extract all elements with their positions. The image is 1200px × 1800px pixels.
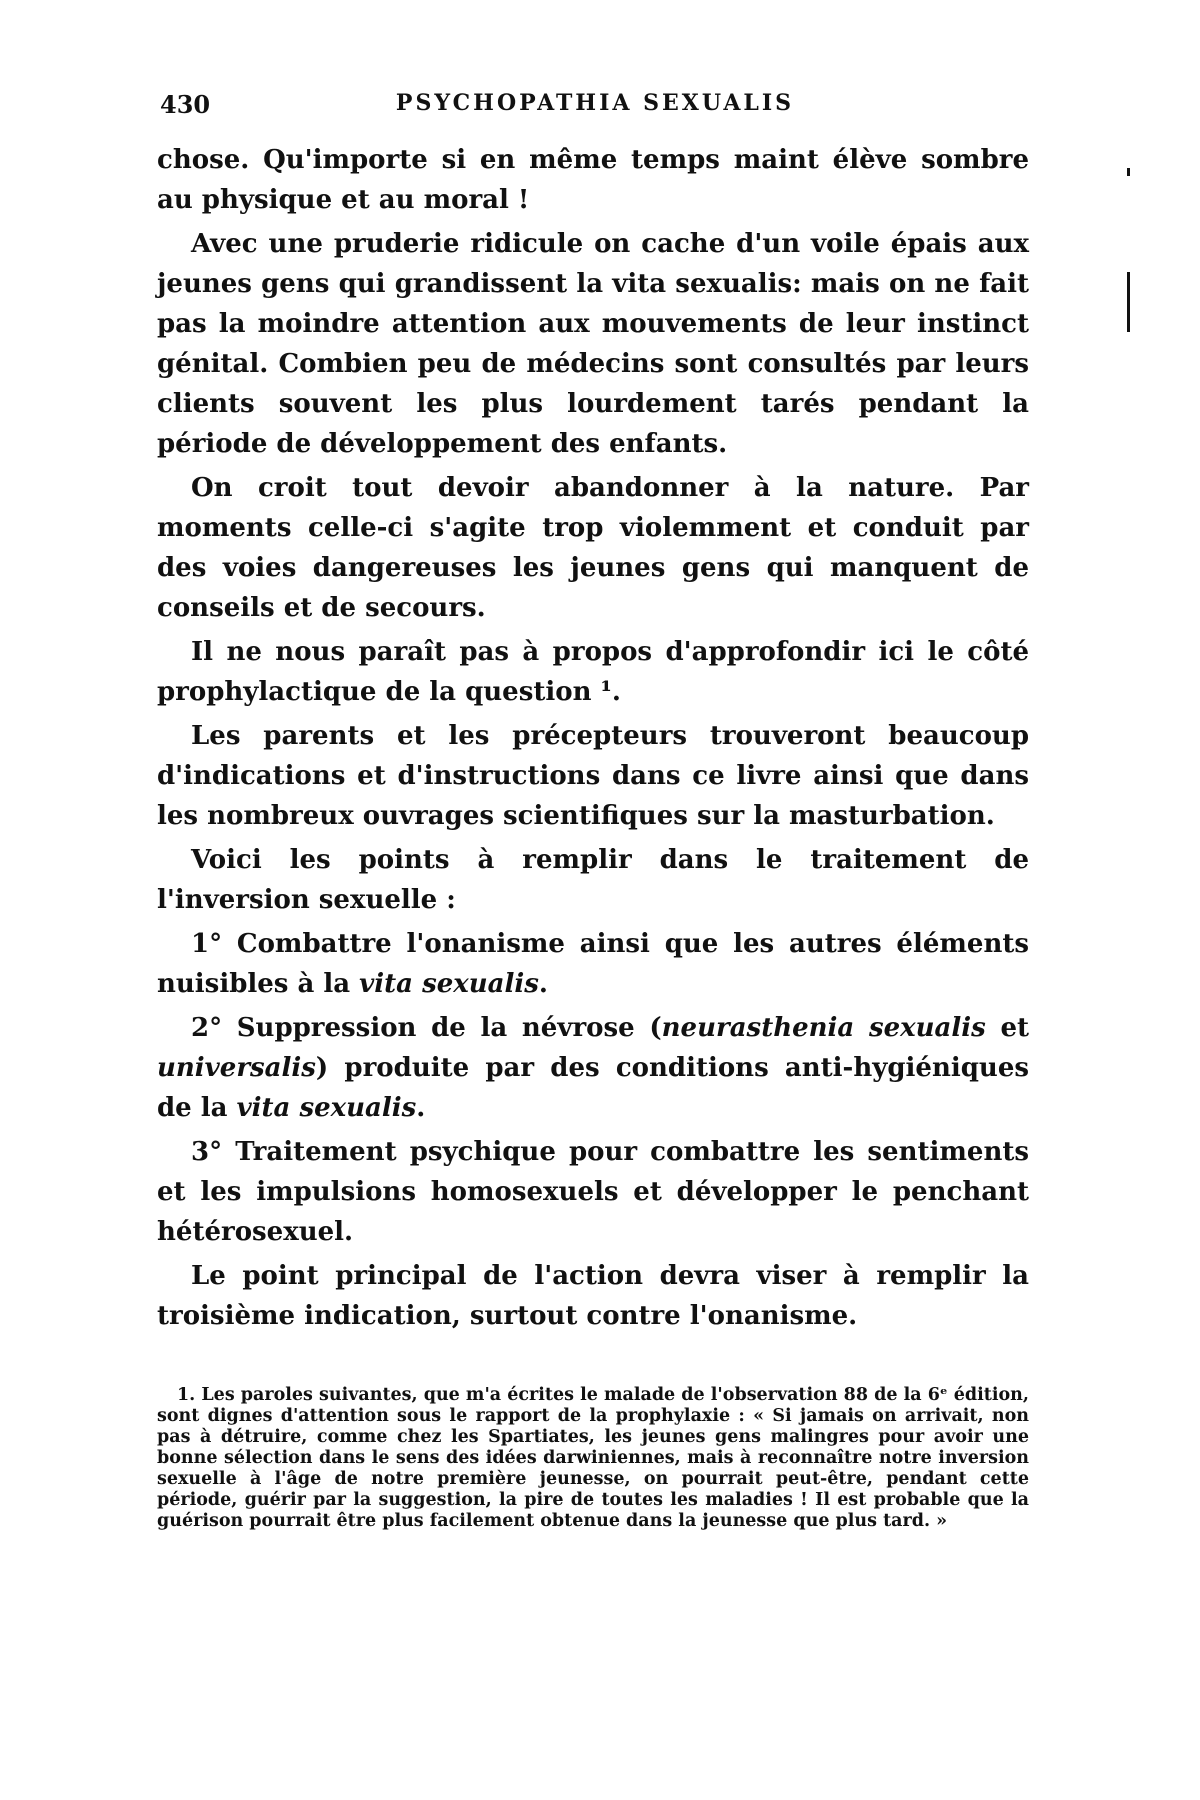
- paragraph: chose. Qu'importe si en même temps maint élève sombre au physique et au moral !: [157, 145, 1029, 215]
- running-title: PSYCHOPATHIA SEXUALIS: [395, 90, 795, 116]
- text: ) produite par des conditions anti-hygiéniques de la: [157, 1053, 1029, 1123]
- text: .: [416, 1093, 426, 1123]
- margin-mark: [1127, 272, 1130, 332]
- point-1: [157, 924, 1029, 1004]
- paragraph: Le point principal de l'action devra viser à remplir la troisième indication, surtout contre l'onanisme.: [157, 1261, 1029, 1331]
- paragraph: Les parents et les précepteurs trouveront beaucoup d'indications et d'instructions dans ce livre ainsi que dans les nombreux ouvrages scientifiques sur la masturbation.: [157, 721, 1029, 831]
- paragraph: Il ne nous paraît pas à propos d'approfondir ici le côté prophylactique de la question ¹.: [157, 637, 1029, 707]
- page-number: 430: [160, 90, 211, 119]
- text: 2° Suppression de la névrose (: [191, 1013, 662, 1043]
- margin-mark: [1127, 168, 1130, 176]
- point-3: 3° Traitement psychique pour combattre les sentiments et les impulsions homosexuels et développer le penchant hétérosexuel.: [157, 1137, 1029, 1247]
- footnote: 1. Les paroles suivantes, que m'a écrites le malade de l'observation 88 de la 6ᵉ édition, sont dignes d'attention sous le rapport de la prophylaxie : « Si jamais on arrivait, non pas à détruire, comme chez les Spartiates, les jeunes gens malingres pour avoir une bonne sélection dans le sens des idées darwiniennes, mais à reconnaître notre inversion sexuelle à l'âge de notre première jeunesse, on pourrait peut-être, pendant cette période, guérir par la suggestion, la pire de toutes les maladies ! Il est probable que la guérison pourrait être plus facilement obtenue dans la jeunesse que plus tard. »: [157, 1385, 1029, 1531]
- body-text: [157, 140, 1029, 1340]
- point-2: [157, 1008, 1029, 1128]
- italic-term: universalis: [157, 1053, 316, 1083]
- text: .: [538, 969, 548, 999]
- paragraph: Avec une pruderie ridicule on cache d'un voile épais aux jeunes gens qui grandissent la vita sexualis: mais on ne fait pas la moindre attention aux mouvements de leur instinct génital. Combien peu de médecins sont consultés par leurs clients souvent les plus lourdement tarés pendant la période de développement des enfants.: [157, 229, 1029, 459]
- page-header: [160, 90, 1030, 126]
- italic-term: neurasthenia sexualis: [661, 1013, 986, 1043]
- italic-term: vita sexualis: [236, 1093, 417, 1123]
- text: 1° Combattre l'onanisme ainsi que les autres éléments nuisibles à la: [157, 929, 1029, 999]
- paragraph: On croit tout devoir abandonner à la nature. Par moments celle-ci s'agite trop violemment et conduit par des voies dangereuses les jeunes gens qui manquent de conseils et de secours.: [157, 473, 1029, 623]
- text: et: [985, 1013, 1029, 1043]
- italic-term: vita sexualis: [359, 969, 539, 999]
- paragraph: Voici les points à remplir dans le traitement de l'inversion sexuelle :: [157, 845, 1029, 915]
